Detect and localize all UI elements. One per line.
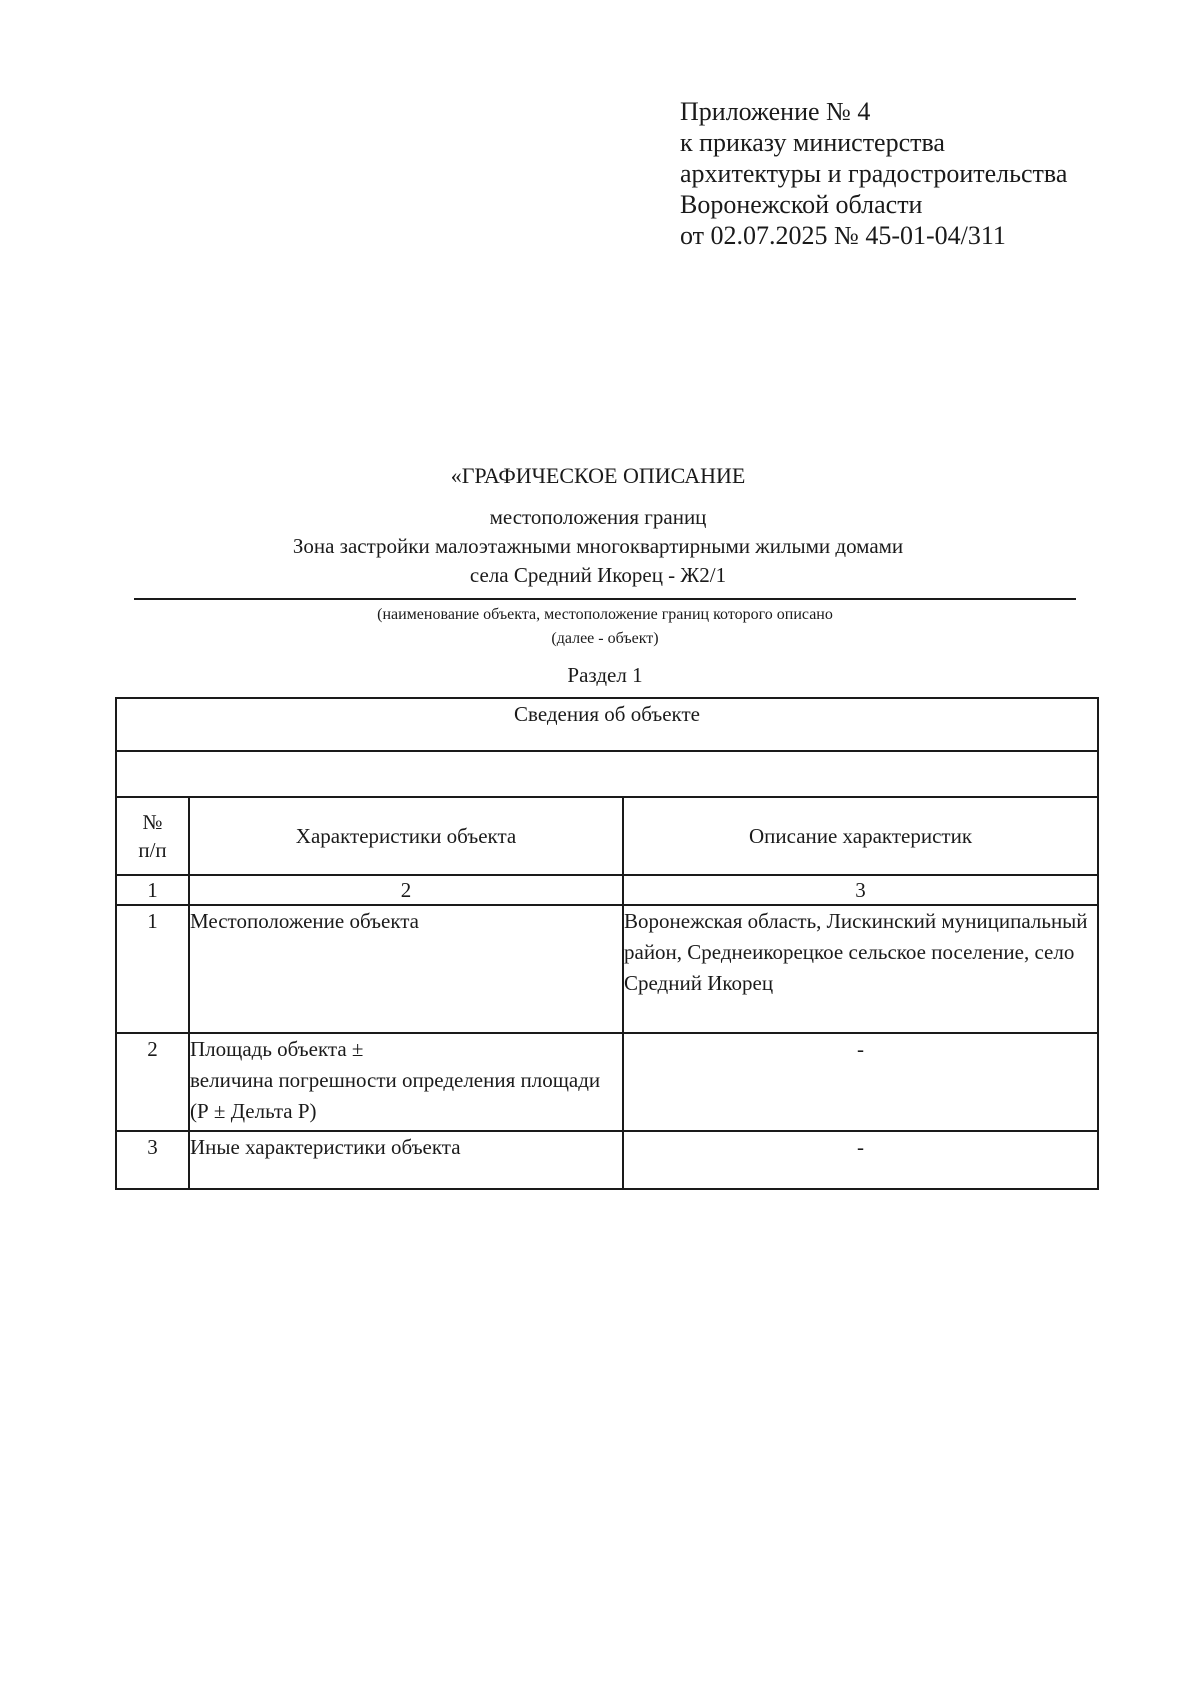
object-name: Зона застройки малоэтажными многоквартирными жилыми домами [292, 534, 904, 558]
column-headers [116, 797, 1098, 875]
column-index: 3 [623, 875, 1098, 905]
row-characteristic: Иные характеристики объекта [189, 1131, 623, 1189]
column-header-number-line: № [142, 810, 163, 834]
appendix-line: Воронежской области [680, 190, 923, 219]
document-title: «ГРАФИЧЕСКОЕ ОПИСАНИЕ [450, 463, 746, 488]
underline-caption [134, 603, 1076, 651]
appendix-line: архитектуры и градостроительства [680, 159, 1068, 188]
table-empty-row [116, 751, 1098, 797]
caption-line: (наименование объекта, местоположение границ которого описано [377, 606, 833, 623]
title-subline: местоположения границ [489, 505, 707, 529]
object-info-table [115, 697, 1099, 1190]
appendix-header [680, 96, 1067, 251]
row-characteristic-line: величина погрешности определения площади (Р ± Дельта Р) [190, 1068, 601, 1123]
row-description: Воронежская область, Лискинский муниципальный район, Среднеикорецкое сельское поселение, село Средний Икорец [623, 905, 1098, 1033]
row-characteristic: Местоположение объекта [189, 905, 623, 1033]
section-label: Раздел 1 [567, 663, 643, 687]
column-header-description: Описание характеристик [623, 797, 1098, 875]
row-characteristic-line: Площадь объекта ± [190, 1037, 364, 1061]
title-underline [134, 598, 1076, 600]
table-row [116, 905, 1098, 1033]
row-number: 2 [116, 1033, 189, 1131]
table-row [116, 1033, 1098, 1131]
document-title-block [116, 462, 1080, 590]
appendix-line: Приложение № 4 [680, 97, 871, 126]
row-number: 1 [116, 905, 189, 1033]
column-header-number-line: п/п [138, 838, 167, 862]
column-header-number [116, 797, 189, 875]
table-row [116, 1131, 1098, 1189]
row-number: 3 [116, 1131, 189, 1189]
column-header-characteristics: Характеристики объекта [189, 797, 623, 875]
row-description: - [623, 1131, 1098, 1189]
object-name-continued: села Средний Икорец - Ж2/1 [469, 563, 727, 587]
column-index-row [116, 875, 1098, 905]
caption-line: (далее - объект) [551, 630, 659, 647]
column-index: 1 [116, 875, 189, 905]
appendix-line: к приказу министерства [680, 128, 945, 157]
column-index: 2 [189, 875, 623, 905]
table-header: Сведения об объекте [116, 698, 1098, 751]
row-characteristic [189, 1033, 623, 1131]
appendix-line: от 02.07.2025 № 45-01-04/311 [680, 221, 1006, 250]
row-description: - [623, 1033, 1098, 1131]
